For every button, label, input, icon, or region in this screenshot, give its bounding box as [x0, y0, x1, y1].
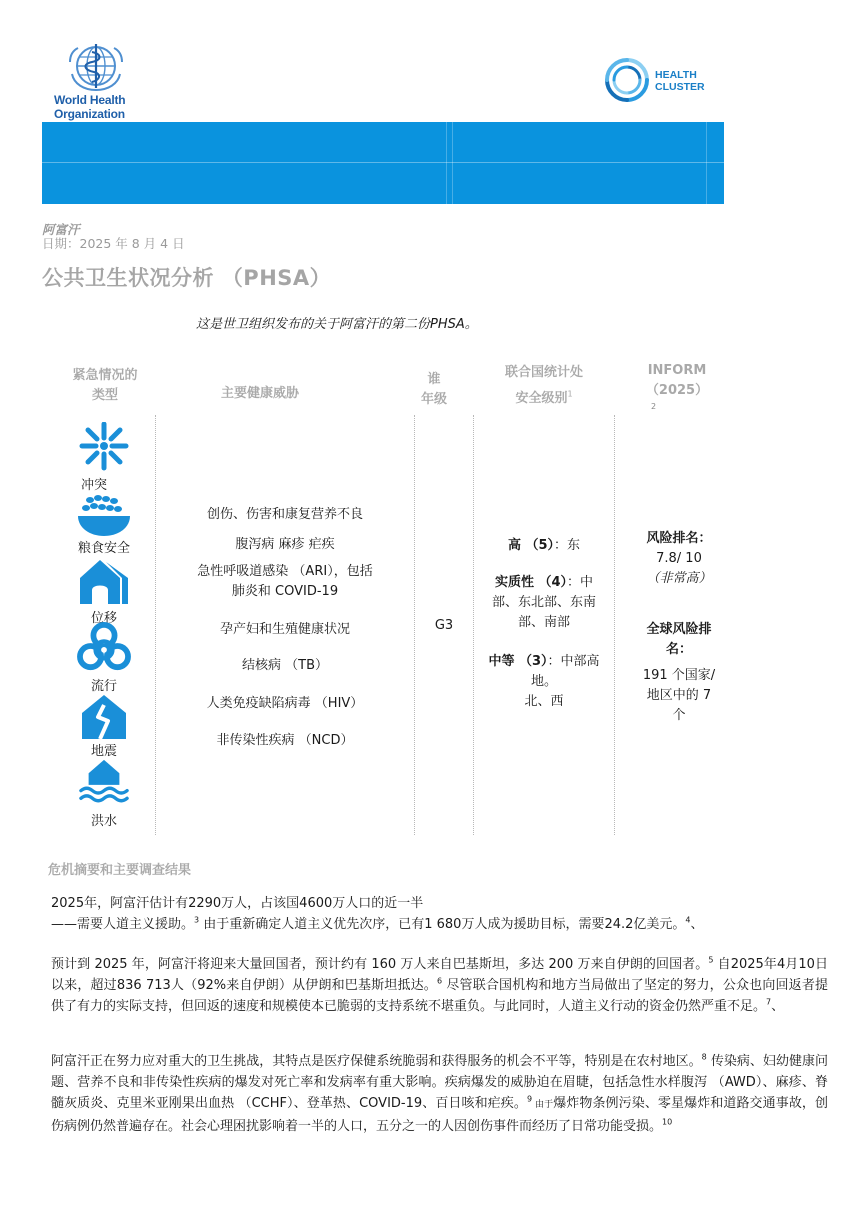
- summary-heading: 危机摘要和主要调查结果: [48, 863, 192, 878]
- header-health-threats: 主要健康威胁: [220, 386, 299, 401]
- biohazard-icon: [76, 622, 132, 672]
- threat-maternal: 孕产妇和生殖健康状况: [219, 622, 350, 637]
- inform-global-rank: 全球风险排 名： 191 个国家/ 地区中的 7 个: [642, 622, 716, 723]
- inform-footnote: 2: [651, 402, 657, 411]
- who-emblem-icon: [68, 44, 124, 92]
- header-band: [42, 122, 724, 204]
- threat-ari-line2: 肺炎和 COVID-19: [231, 584, 339, 599]
- emergency-type-food-security: 粮食安全: [77, 541, 130, 556]
- who-logo: [54, 44, 154, 122]
- threat-ncd: 非传染性疾病 （NCD）: [216, 733, 354, 748]
- summary-paragraph-1: 2025年，阿富汗估计有2290万人，占该国4600万人口的近一半 ——需要人道主义援助。$^3$ 由于重新确定人道主义优先次序，已有1 680万人成为援助目标，需要24.2亿美元。$^4$、: [51, 896, 704, 932]
- threat-trauma: 创伤、伤害和康复营养不良: [206, 507, 363, 522]
- header-emergency-type: 紧急情况的 类型: [72, 368, 138, 403]
- health-cluster-logo: [603, 56, 723, 106]
- health-cluster-name: [655, 69, 705, 93]
- emergency-type-displacement: 位移: [90, 611, 117, 626]
- emergency-type-flood: 洪水: [90, 814, 117, 829]
- threat-diarrhea: 腹泻病 麻疹 疟疾: [235, 537, 335, 552]
- summary-paragraph-3: 阿富汗正在努力应对重大的卫生挑战，其特点是医疗保健系统脆弱和获得服务的机会不平等，特别是在农村地区。$^8$ 传染病、妇幼健康问题、营养不良和非传染性疾病的爆发对死亡率和发病率有重大影响。疾病爆发的威胁迫在眉睫，包括急性水样腹泻 （AWD）、麻疹、脊髓灰质炎、克里米亚刚果出血热 （CCHF）、登革热、COVID-19、百日咳和疟疾。$^9$ 由于爆炸物条例污染、零星爆炸和道路交通事故，创伤病例仍然普遍存在。社会心理困扰影响着一半的人口，五分之一的人因创伤事件而经历了日常功能受损。$^{10}$: [51, 1052, 828, 1134]
- page-title: 公共卫生状况分析 （PHSA）: [42, 266, 332, 290]
- emergency-type-conflict: 冲突: [80, 478, 107, 493]
- threat-ari-line1: 急性呼吸道感染 （ARI），包括: [197, 564, 373, 579]
- threat-tb: 结核病 （TB）: [242, 658, 328, 673]
- report-date: 日期：2025 年 8 月 4 日: [42, 236, 185, 251]
- summary-paragraph-2: 预计到 2025 年，阿富汗将迎来大量回国者，预计约有 160 万人来自巴基斯坦，多达 200 万来自伊朗的回国者。$^5$ 自2025年4月10日以来，超过836 713人（92%来自伊朗）从伊朗和巴基斯坦抵达。$^6$ 尽管联合国机构和地方当局做出了坚定的努力，公众也向回返者提供了有力的实际支持，但回返的速度和规模使本已脆弱的支持系统不堪重负。与此同时，人道主义行动的资金仍然严重不足。$^7$、: [51, 955, 828, 1014]
- who-name-line2: Organization: [54, 107, 125, 121]
- displacement-icon: [76, 556, 132, 606]
- food-security-icon: [76, 490, 132, 540]
- country-name: 阿富汗: [42, 222, 80, 237]
- who-name: [54, 93, 125, 121]
- inform-risk-rank: 风险排名： 7.8/ 10 （非常高）: [646, 531, 712, 586]
- conflict-icon: [76, 422, 132, 472]
- security-moderate: 中等 （3）：中部高 地。 北、西: [488, 654, 600, 709]
- cluster-line1: HEALTH: [655, 69, 697, 81]
- earthquake-icon: [76, 692, 132, 742]
- who-grade-value: G3: [434, 618, 454, 633]
- security-high: 高 （5）：东: [507, 538, 581, 553]
- health-cluster-swirl-icon: [603, 56, 651, 104]
- security-substantial: 实质性 （4）：中 部、东北部、东南 部、南部: [491, 575, 596, 630]
- emergency-type-epidemic: 流行: [90, 679, 117, 694]
- who-name-line1: World Health: [54, 93, 126, 107]
- flood-icon: [76, 756, 132, 806]
- threat-hiv: 人类免疫缺陷病毒 （HIV）: [206, 696, 364, 711]
- header-security-level: 联合国统计处 安全级别$^1$: [504, 365, 583, 406]
- emergency-type-earthquake: 地震: [90, 744, 117, 759]
- header-who-grade: 谁 年级: [420, 372, 447, 407]
- header-inform: INFORM （2025）: [645, 363, 709, 398]
- page-subtitle: 这是世卫组织发布的关于阿富汗的第二份PHSA。: [196, 317, 478, 332]
- cluster-line2: CLUSTER: [655, 81, 705, 93]
